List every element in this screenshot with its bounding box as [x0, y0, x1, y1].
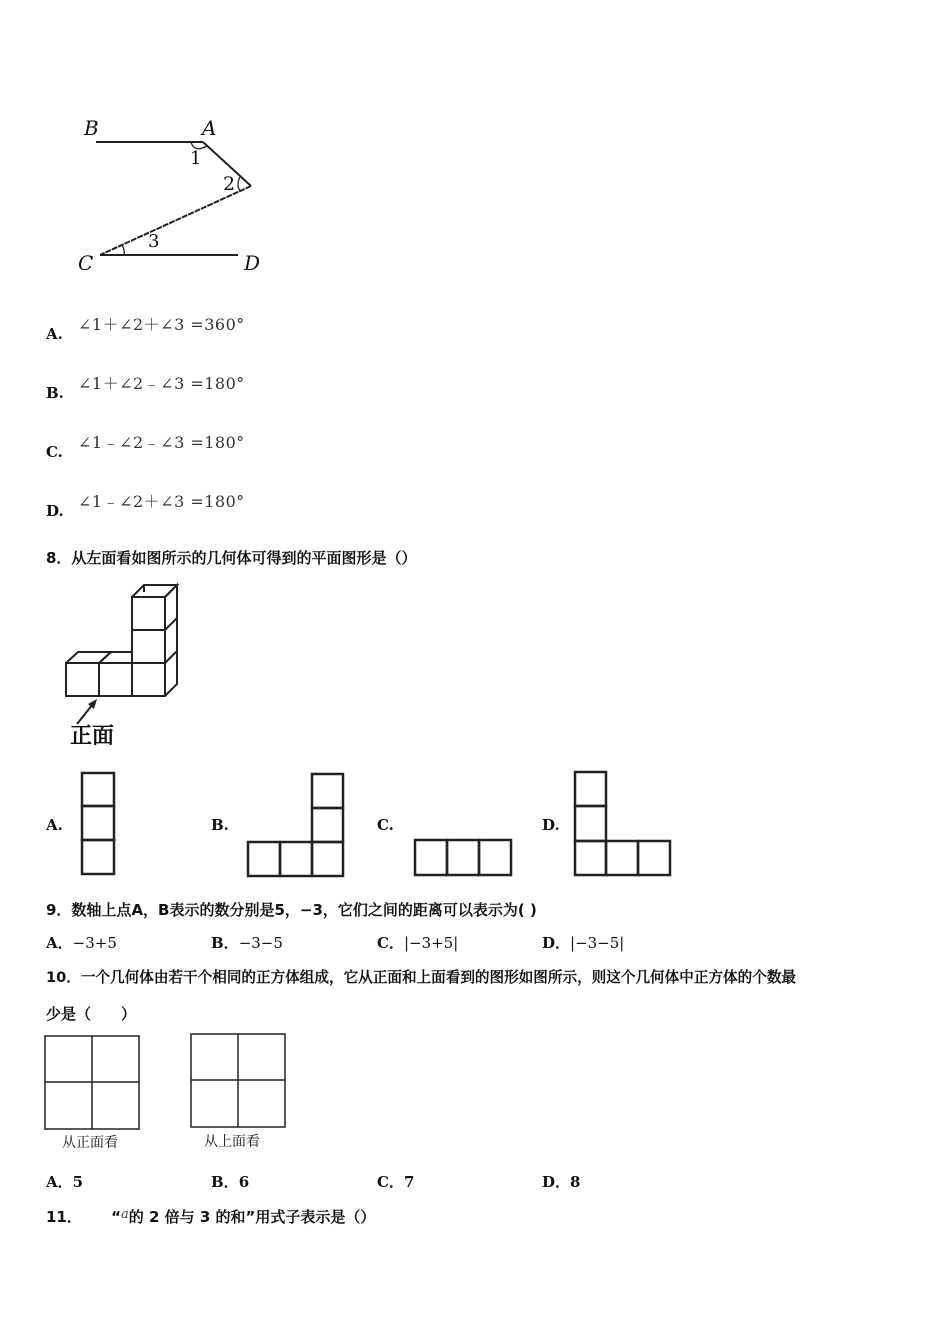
q10-top-view-caption: 从上面看 [204, 1134, 260, 1150]
label-C: C [78, 251, 94, 275]
q9-option-d[interactable] [542, 932, 624, 953]
q8-question-text: 8．从左面看如图所示的几何体可得到的平面图形是（） [46, 549, 417, 567]
q10-option-c-value: 7 [403, 1173, 415, 1191]
label-angle-2: 2 [223, 173, 236, 195]
q11-question-text [46, 1206, 375, 1227]
line-vertex-C [100, 186, 251, 255]
q7-option-c-expr: ∠1﹣∠2﹣∠3 =180° [78, 433, 245, 452]
q10-option-a-value: 5 [72, 1173, 84, 1191]
q11-variable: a [120, 1207, 129, 1222]
q11-open-quote: “ [111, 1208, 121, 1226]
q9-option-a[interactable] [46, 932, 117, 953]
q7-option-d-expr: ∠1﹣∠2＋∠3 =180° [78, 492, 245, 511]
q9-option-b[interactable] [211, 932, 283, 953]
label-A: A [202, 116, 217, 140]
q10-option-d-value: 8 [570, 1173, 581, 1191]
q9-option-d-letter: D． [542, 934, 571, 952]
q10-option-b[interactable] [211, 1171, 249, 1192]
angle-2-arc [238, 177, 240, 191]
q8-option-d-figure [571, 768, 681, 880]
q7-option-c-letter[interactable]: C. [46, 443, 63, 461]
q9-option-a-letter: A． [46, 934, 73, 952]
q8-solid-figure [55, 580, 205, 720]
q10-option-b-value: 6 [238, 1173, 250, 1191]
q7-option-a-expr: ∠1＋∠2＋∠3 =360° [78, 315, 245, 334]
q9-option-d-value: |−3−5| [570, 934, 625, 952]
q9-question-text: 9．数轴上点A，B表示的数分别是5，−3，它们之间的距离可以表示为( ) [46, 901, 537, 919]
q7-option-b-expr: ∠1＋∠2﹣∠3 =180° [78, 374, 245, 393]
q8-option-d-letter[interactable]: D. [542, 816, 560, 834]
q10-front-view-caption: 从正面看 [62, 1135, 118, 1151]
q11-text-rest: 的 2 倍与 3 的和”用式子表示是（） [128, 1208, 376, 1226]
q8-option-a-letter[interactable]: A. [46, 816, 63, 834]
q9-option-c[interactable] [377, 932, 458, 953]
q10-top-view-grid [190, 1033, 290, 1133]
q8-option-b-figure [245, 770, 355, 880]
q7-angle-figure [70, 115, 270, 275]
q9-option-b-letter: B． [211, 934, 239, 952]
label-angle-3: 3 [148, 231, 160, 252]
q10-option-b-letter: B． [211, 1173, 239, 1191]
q10-question-text-line2: 少是（ ） [46, 1005, 137, 1023]
q8-front-label: 正面 [70, 724, 115, 749]
q10-option-c[interactable] [377, 1171, 414, 1192]
q10-option-a[interactable] [46, 1171, 83, 1192]
q9-option-b-value: −3−5 [238, 934, 283, 952]
q9-option-c-value: |−3+5| [403, 934, 459, 952]
label-D: D [244, 251, 261, 275]
q7-option-b-letter[interactable]: B. [46, 384, 64, 402]
q10-option-d-letter: D． [542, 1173, 571, 1191]
q10-option-d[interactable] [542, 1171, 580, 1192]
label-B: B [84, 116, 99, 140]
q10-front-view-grid [44, 1035, 144, 1135]
q8-option-b-letter[interactable]: B. [211, 816, 229, 834]
q7-option-d-letter[interactable]: D. [46, 502, 64, 520]
q9-option-a-value: −3+5 [72, 934, 117, 952]
q10-option-a-letter: A． [46, 1173, 73, 1191]
q8-option-a-figure [80, 770, 120, 880]
q8-option-c-letter[interactable]: C. [377, 816, 394, 834]
angle-3-arc [122, 245, 124, 255]
q9-option-c-letter: C． [377, 934, 404, 952]
q10-option-c-letter: C． [377, 1173, 404, 1191]
q7-option-a-letter[interactable]: A. [46, 325, 63, 343]
q10-question-text-line1: 10．一个几何体由若干个相同的正方体组成，它从正面和上面看到的图形如图所示，则这个几何体中正方体的个数最 [46, 969, 797, 986]
q11-number: 11． [46, 1208, 82, 1226]
label-angle-1: 1 [190, 148, 202, 169]
q8-option-c-figure [410, 835, 520, 885]
